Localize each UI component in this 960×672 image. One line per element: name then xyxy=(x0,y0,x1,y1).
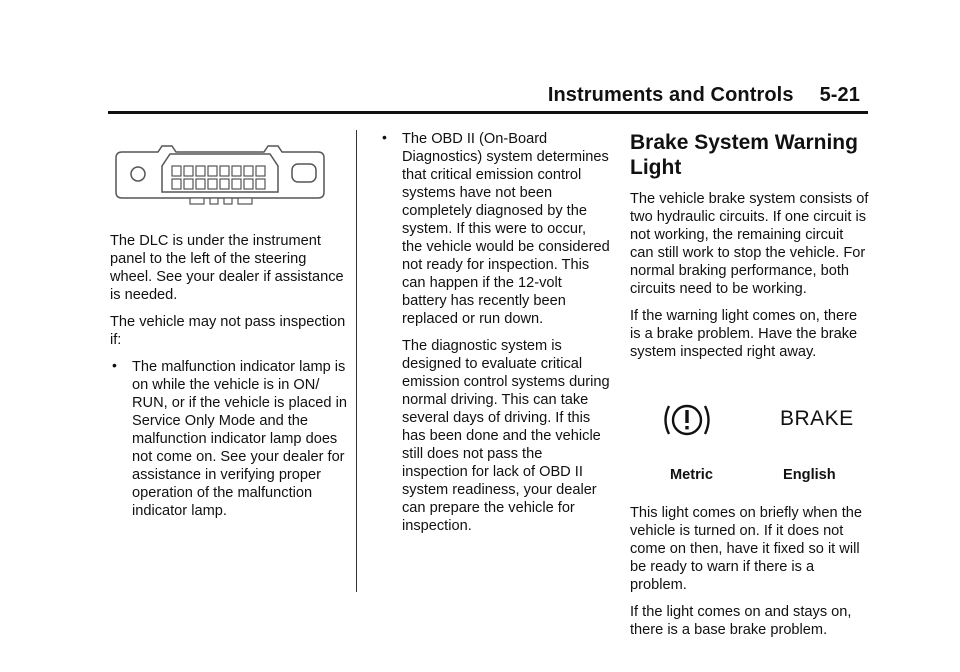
column-2 xyxy=(380,130,610,544)
section-title: Instruments and Controls xyxy=(547,84,794,106)
header-rule xyxy=(108,111,868,114)
caption-english: English xyxy=(783,467,836,483)
brake-warning-symbol-icon xyxy=(662,398,712,442)
paragraph-brake-system: The vehicle brake system consists of two hydraulic circuits. If one circuit is not working, the remaining circuit can still work to stop the vehicle. For normal braking performance, both circuits need to be working. xyxy=(630,191,869,297)
paragraph-diagnostic-system: The diagnostic system is designed to evaluate critical emission control systems during normal driving. This can take several days of driving. If this has been done and the vehicle still does not pass the inspection for lack of OBD II system readiness, your dealer can prepare the vehicle for inspection. xyxy=(402,338,610,534)
list-item xyxy=(380,130,610,328)
page-header xyxy=(548,84,860,107)
section-heading: Brake System Warning Light xyxy=(630,131,858,179)
bullet-text-obd: The OBD II (On-Board Diagnostics) system determines that critical emission control systems have not been completely diagnosed by the system. If this were to occur, the vehicle would be considered not ready for inspection. This can happen if the 12-volt battery has recently been replaced or run down. xyxy=(402,131,610,327)
column-3 xyxy=(630,130,870,648)
obd-connector-icon xyxy=(110,140,330,222)
page-number: 5-21 xyxy=(819,84,860,106)
paragraph-dlc-location: The DLC is under the instrument panel to the left of the steering wheel. See your dealer if assistance is needed. xyxy=(110,233,344,303)
paragraph-light-stays-on: If the light comes on and stays on, there is a base brake problem. xyxy=(630,604,852,638)
column-1 xyxy=(110,140,350,529)
brake-symbols-figure xyxy=(630,370,870,483)
bullet-text-mil: The malfunction indicator lamp is on while the vehicle is in ON/ RUN, or if the vehicle is placed in Service Only Mode and the malfunction indicator lamp does not come on. See your dealer for assistance in verifying proper operation of the malfunction indicator lamp. xyxy=(132,359,347,519)
paragraph-warning-light: If the warning light comes on, there is a brake problem. Have the brake system inspected right away. xyxy=(630,308,858,360)
paragraph-inspection-intro: The vehicle may not pass inspection if: xyxy=(110,314,346,348)
paragraph-light-briefly: This light comes on briefly when the vehicle is turned on. If it does not come on then, have it fixed so it will be ready to warn if there is a problem. xyxy=(630,505,862,593)
bullet-glyph: • xyxy=(112,357,117,373)
caption-metric: Metric xyxy=(670,467,713,483)
bullet-glyph: • xyxy=(382,129,387,145)
list-item xyxy=(110,358,350,520)
brake-english-symbol: BRAKE xyxy=(780,407,854,430)
column-divider xyxy=(356,130,357,592)
